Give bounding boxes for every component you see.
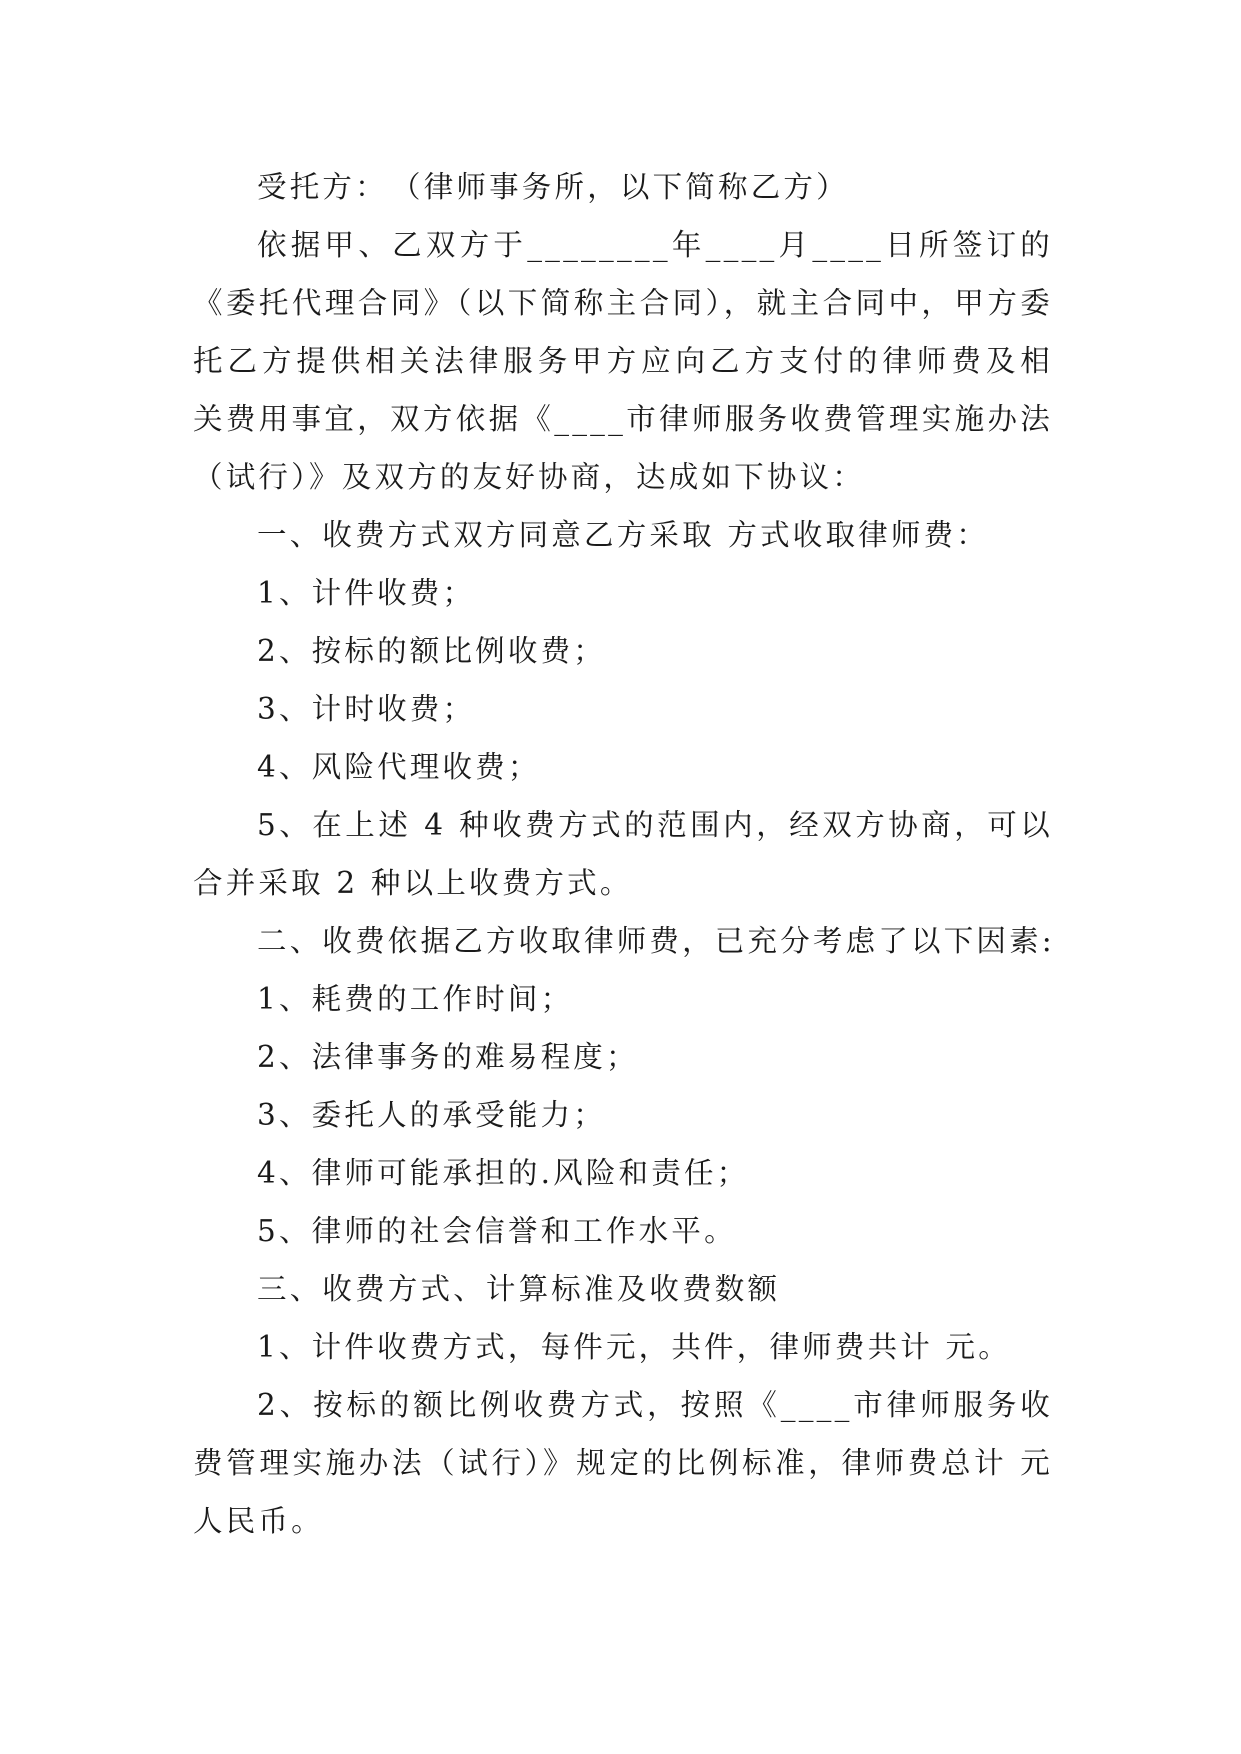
paragraph-line: 依据甲、乙双方于________年____月____日所签订的 (257, 228, 1053, 262)
list-item: 5、律师的社会信誉和工作水平。 (257, 1214, 737, 1248)
section-heading-3: 三、收费方式、计算标准及收费数额 (257, 1272, 781, 1306)
list-item: 1、耗费的工作时间； (257, 982, 574, 1016)
paragraph-line: 托乙方提供相关法律服务甲方应向乙方支付的律师费及相 (193, 344, 1053, 378)
section-heading-1: 一、收费方式双方同意乙方采取 方式收取律师费： (257, 518, 989, 552)
list-item: 1、计件收费； (257, 576, 476, 610)
document-body (193, 158, 1053, 1550)
list-item: 3、委托人的承受能力； (257, 1098, 606, 1132)
list-item-continuation: 合并采取 2 种以上收费方式。 (193, 866, 633, 900)
list-item: 2、按标的额比例收费方式，按照《____市律师服务收 (257, 1388, 1053, 1422)
list-item: 5、在上述 4 种收费方式的范围内，经双方协商，可以 (257, 808, 1053, 842)
list-item: 2、法律事务的难易程度； (257, 1040, 639, 1074)
entrusted-party-line: 受托方： （律师事务所，以下简称乙方） (257, 170, 849, 204)
list-item-continuation: 费管理实施办法（试行）》规定的比例标准，律师费总计 元 (193, 1446, 1053, 1480)
list-item: 2、按标的额比例收费； (257, 634, 606, 668)
list-item: 3、计时收费； (257, 692, 476, 726)
list-item: 1、计件收费方式，每件元，共件，律师费共计 元。 (257, 1330, 1011, 1364)
paragraph-line: （试行）》及双方的友好协商，达成如下协议： (193, 460, 865, 494)
section-heading-2: 二、收费依据乙方收取律师费，已充分考虑了以下因素: (257, 924, 1055, 958)
paragraph-line: 《委托代理合同》（以下简称主合同），就主合同中，甲方委 (193, 286, 1053, 320)
paragraph-line: 关费用事宜，双方依据《____市律师服务收费管理实施办法 (193, 402, 1053, 436)
list-item-continuation: 人民币。 (193, 1504, 324, 1538)
list-item: 4、风险代理收费； (257, 750, 541, 784)
list-item: 4、律师可能承担的.风险和责任； (257, 1156, 750, 1190)
